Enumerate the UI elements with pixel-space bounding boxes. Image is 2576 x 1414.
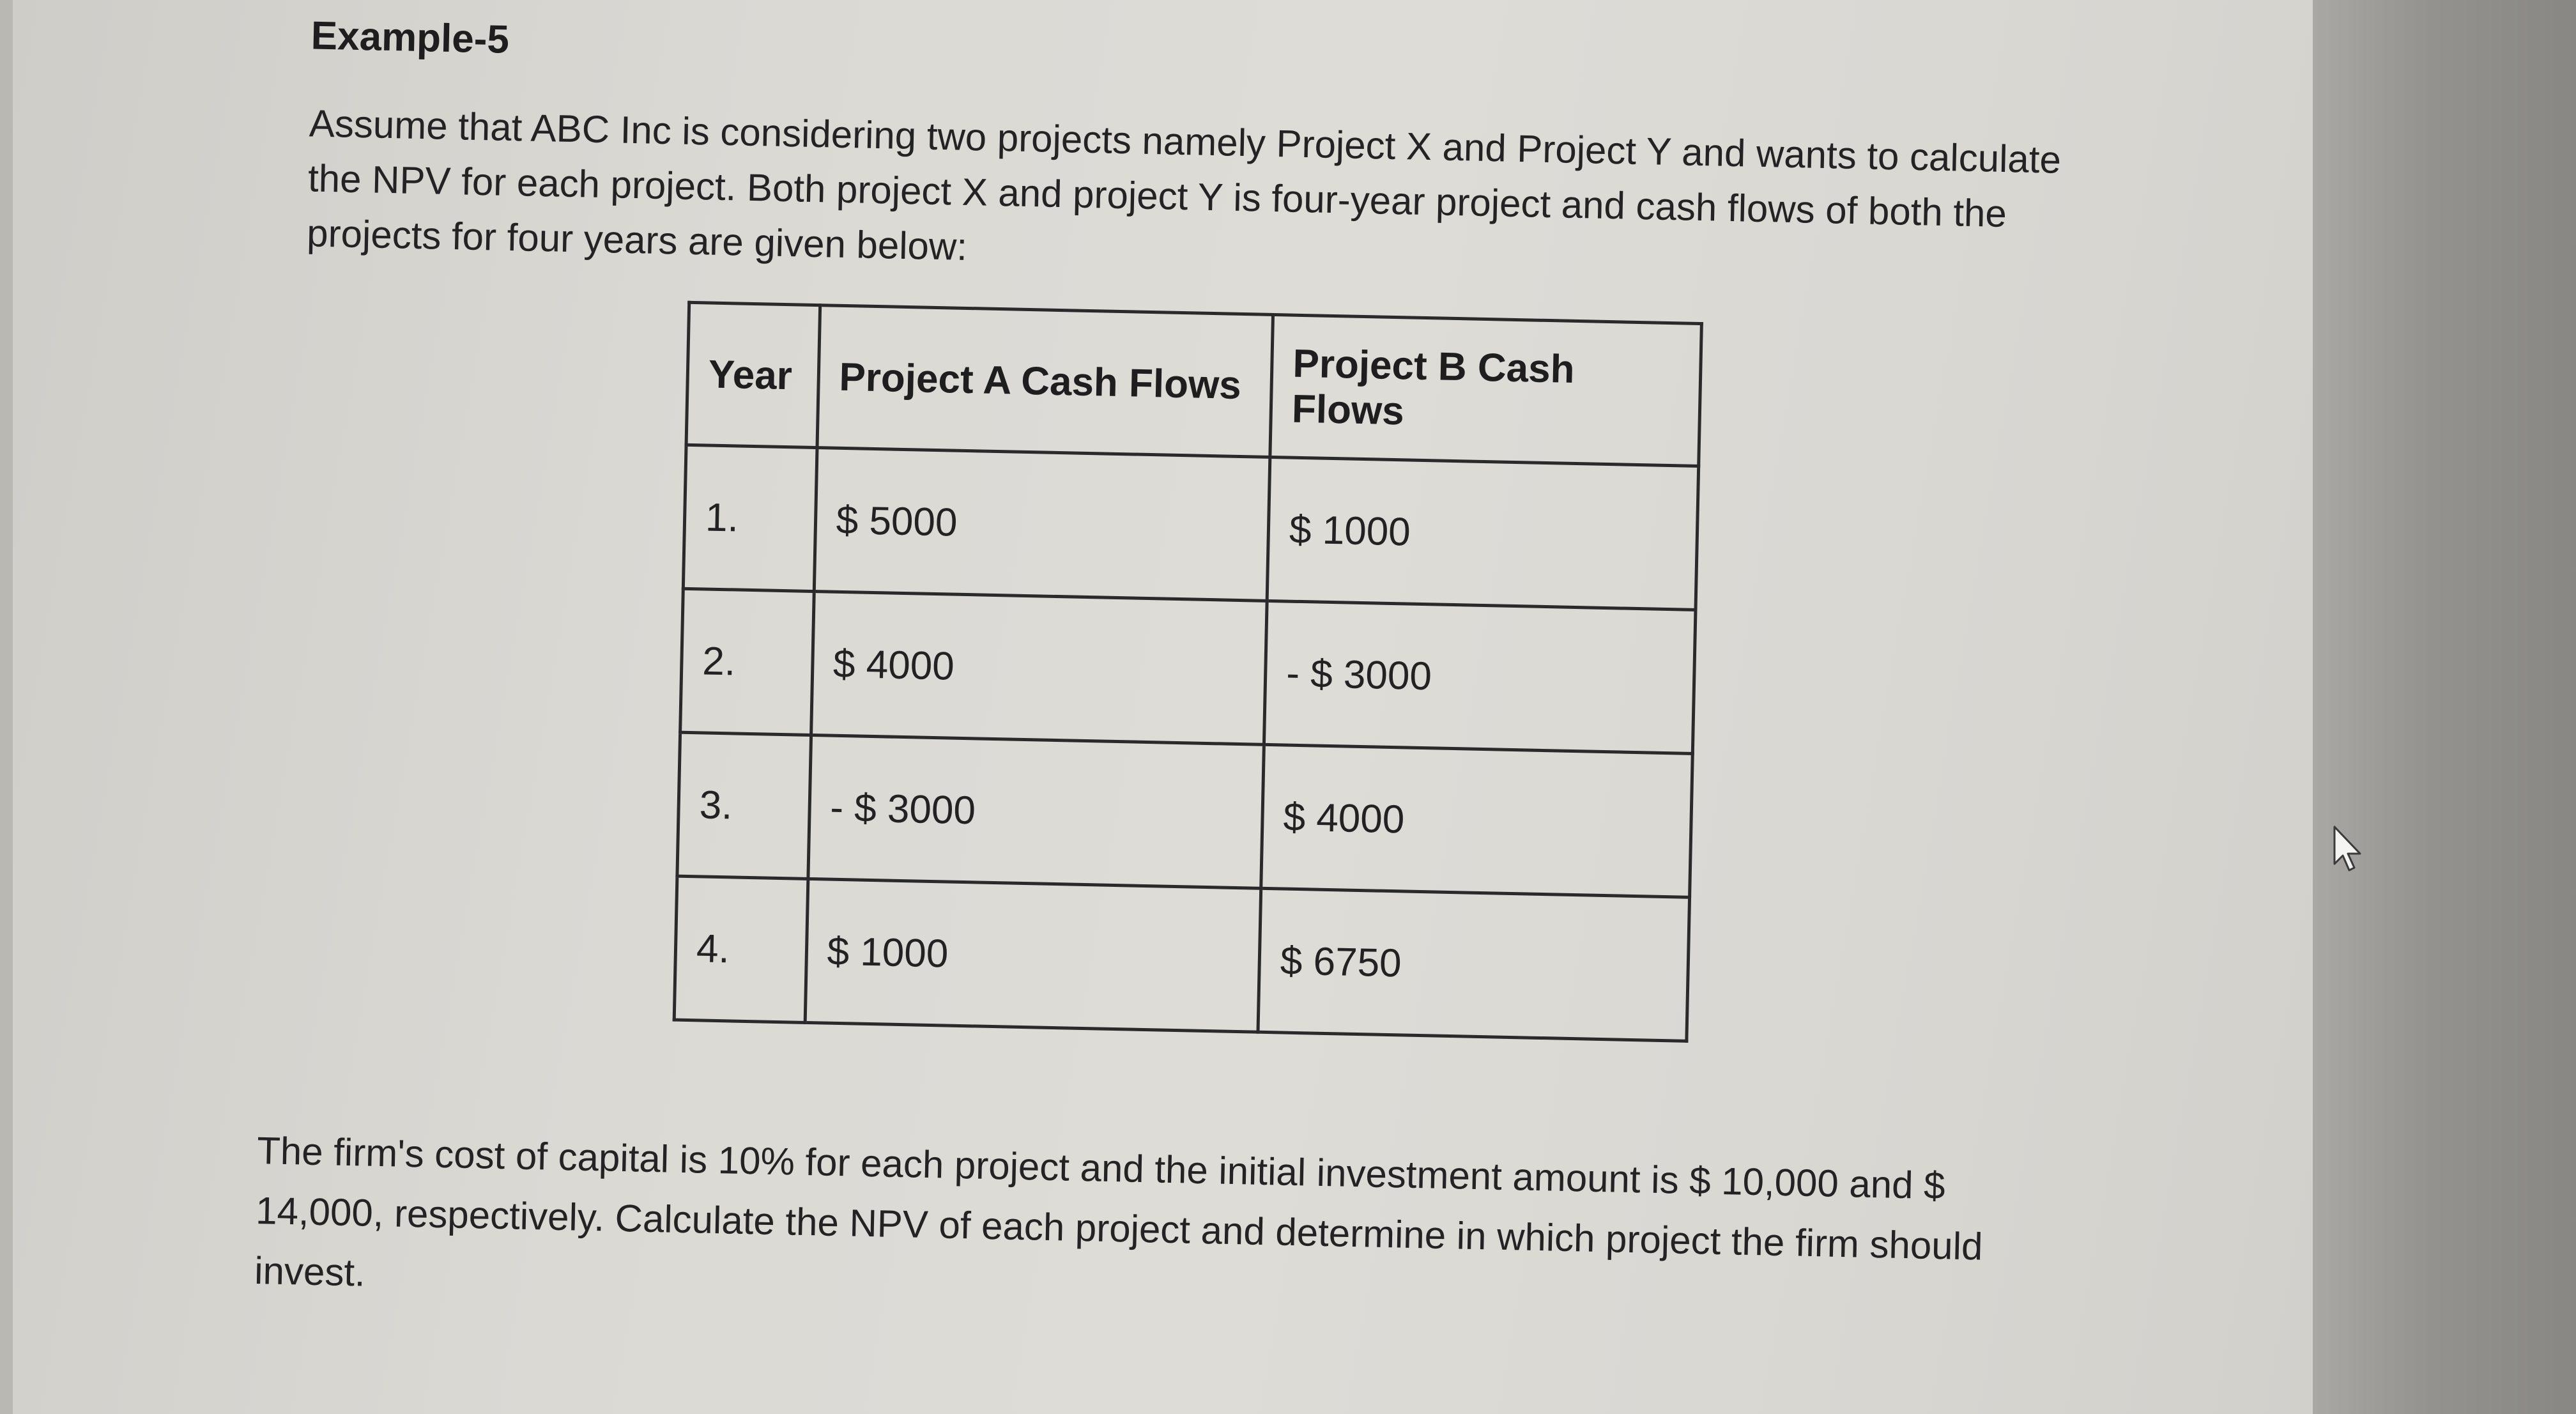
project-a-cell: $ 5000 (814, 448, 1270, 601)
project-a-cell: - $ 3000 (808, 735, 1264, 888)
example-heading: Example-5 (310, 13, 510, 62)
year-column-header: Year (686, 302, 820, 447)
closing-paragraph: The firm's cost of capital is 10% for each project and the initial investment amount is $ 10,000 and $ 14,000, respectively. Calculate the NPV of each project and determine in which project the firm should invest. (254, 1128, 1984, 1295)
year-cell: 3. (677, 732, 811, 879)
document-content (254, 0, 2089, 1414)
project-b-cell: $ 4000 (1261, 744, 1692, 897)
table-row (680, 588, 1696, 753)
cash-flow-table (673, 301, 1703, 1043)
project-a-cell: $ 4000 (811, 592, 1267, 745)
intro-paragraph: Assume that ABC Inc is considering two projects namely Project X and Project Y and wants to calculate the NPV for each project. Both project X and project Y is four-year project and cash flows of both the projects for four years are given below: (306, 102, 2062, 268)
table-header-row (686, 302, 1701, 466)
year-cell: 2. (680, 588, 814, 735)
table-row (674, 876, 1689, 1041)
project-a-column-header: Project A Cash Flows (817, 305, 1273, 457)
year-cell: 1. (683, 445, 816, 591)
project-b-cell: - $ 3000 (1264, 601, 1696, 753)
table-row (683, 445, 1698, 610)
project-a-cell: $ 1000 (805, 879, 1261, 1032)
screen-bezel (2313, 0, 2576, 1414)
year-cell: 4. (674, 876, 808, 1022)
mouse-pointer-icon (2332, 824, 2364, 875)
table-row (677, 732, 1692, 897)
project-b-cell: $ 6750 (1258, 888, 1689, 1041)
project-b-cell: $ 1000 (1267, 457, 1698, 610)
project-b-column-header: Project B Cash Flows (1270, 314, 1701, 466)
